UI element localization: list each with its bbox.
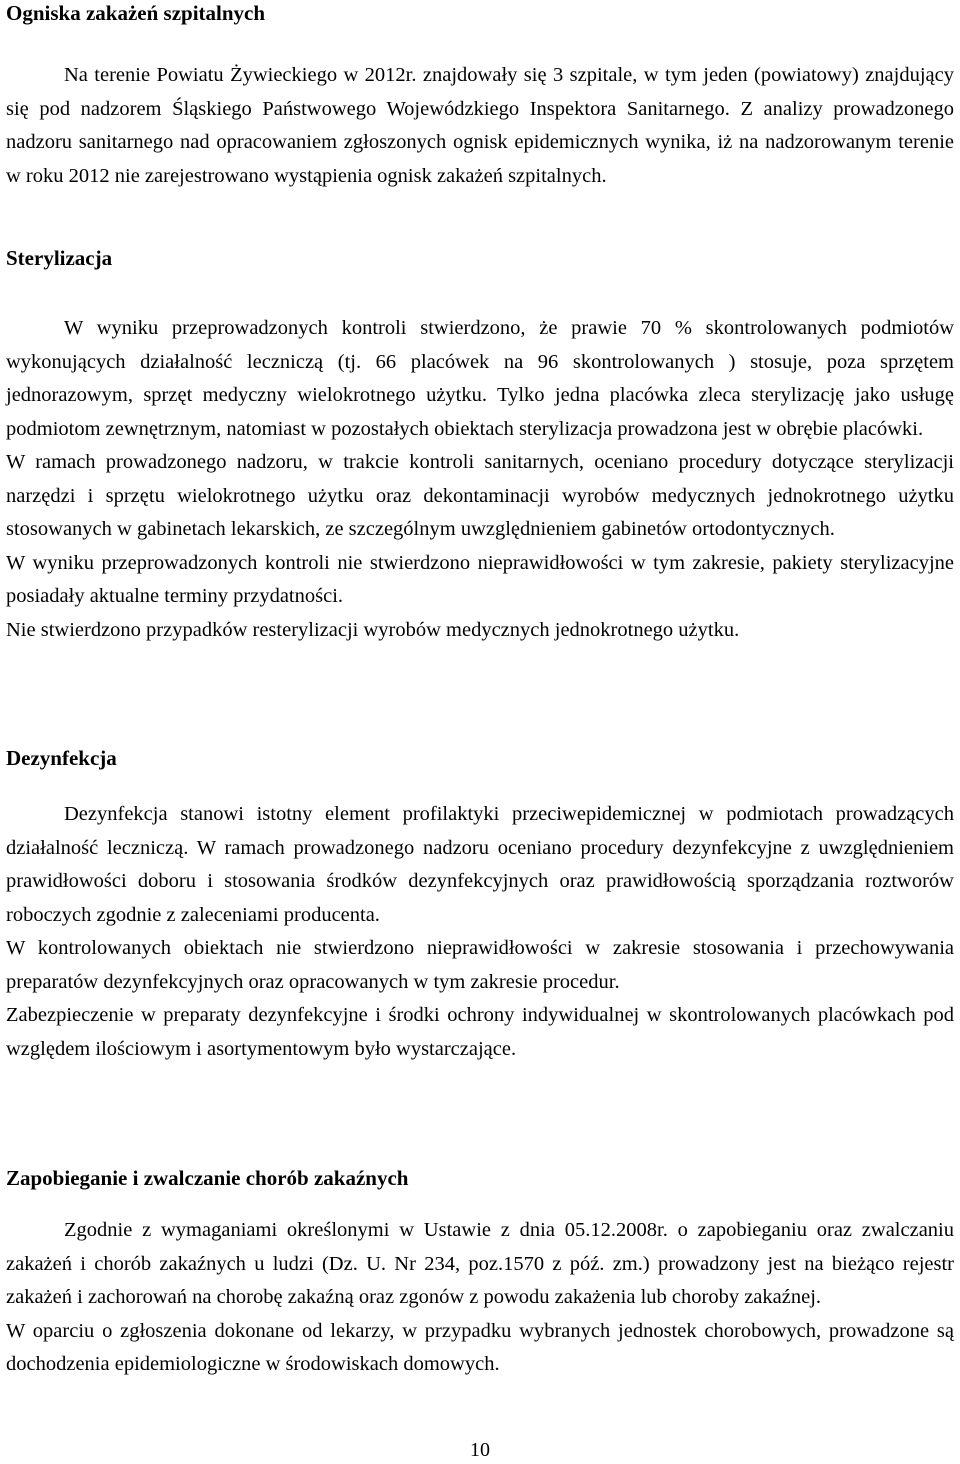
paragraph: W wyniku przeprowadzonych kontroli nie stwierdzono nieprawidłowości w tym zakresie, pakiety sterylizacyjne posiadały aktualne terminy przydatności. <box>6 551 954 607</box>
section-title-prevention: Zapobieganie i zwalczanie chorób zakaźnych <box>6 1166 409 1190</box>
section-title-sterilization: Sterylizacja <box>6 246 113 270</box>
paragraph: W ramach prowadzonego nadzoru, w trakcie kontroli sanitarnych, oceniano procedury dotyczące sterylizacji narzędzi i sprzętu wielokrotnego użytku oraz dekontaminacji wyrobów medycznych jednokrotnego użytku stosowanych w gabinetach lekarskich, ze szczególnym uwzględnieniem gabinetów ortodontycznych. <box>6 451 954 540</box>
paragraph: Nie stwierdzono przypadków resterylizacji wyrobów medycznych jednokrotnego użytku. <box>6 618 740 641</box>
prevention-body <box>6 1214 954 1382</box>
paragraph: W wyniku przeprowadzonych kontroli stwierdzono, że prawie 70 % skontrolowanych podmiotów wykonujących działalność leczniczą (tj. 66 placówek na 96 skontrolowanych ) stosuje, poza sprzętem jednorazowym, sprzęt medyczny wielokrotnego użytku. Tylko jedna placówka zleca sterylizację jako usługę podmiotom zewnętrznym, natomiast w pozostałych obiektach sterylizacja prowadzona jest w obrębie placówki. <box>6 317 954 440</box>
paragraph: W kontrolowanych obiektach nie stwierdzono nieprawidłowości w zakresie stosowania i przechowywania preparatów dezynfekcyjnych oraz opracowanych w tym zakresie procedur. <box>6 937 954 993</box>
section-title-hospital-infections: Ogniska zakażeń szpitalnych <box>6 1 266 25</box>
sterilization-body <box>6 312 954 647</box>
paragraph: Zabezpieczenie w preparaty dezynfekcyjne i środki ochrony indywidualnej w skontrolowanych placówkach pod względem ilościowym i asortymentowym było wystarczające. <box>6 1004 954 1060</box>
disinfection-body <box>6 798 954 1066</box>
paragraph: Zgodnie z wymaganiami określonymi w Ustawie z dnia 05.12.2008r. o zapobieganiu oraz zwalczaniu zakażeń i chorób zakaźnych u ludzi (Dz. U. Nr 234, poz.1570 z póź. zm.) prowadzony jest na bieżąco rejestr zakażeń i zachorowań na chorobę zakaźną oraz zgonów z powodu zakażenia lub choroby zakaźnej. <box>6 1219 954 1308</box>
paragraph: W oparciu o zgłoszenia dokonane od lekarzy, w przypadku wybranych jednostek chorobowych, prowadzone są dochodzenia epidemiologiczne w środowiskach domowych. <box>6 1319 954 1375</box>
section-title-disinfection: Dezynfekcja <box>6 746 117 770</box>
paragraph: Na terenie Powiatu Żywieckiego w 2012r. znajdowały się 3 szpitale, w tym jeden (powiatowy) znajdujący się pod nadzorem Śląskiego Państwowego Wojewódzkiego Inspektora Sanitarnego. Z analizy prowadzonego nadzoru sanitarnego nad opracowaniem zgłoszonych ognisk epidemicznych wynika, iż na nadzorowanym terenie w roku 2012 nie zarejestrowano wystąpienia ognisk zakażeń szpitalnych. <box>6 64 954 187</box>
page-number: 10 <box>470 1439 490 1461</box>
paragraph: Dezynfekcja stanowi istotny element profilaktyki przeciwepidemicznej w podmiotach prowadzących działalność leczniczą. W ramach prowadzonego nadzoru oceniano procedury dezynfekcyjne z uwzględnieniem prawidłowości doboru i stosowania środków dezynfekcyjnych oraz prawidłowością sporządzania roztworów roboczych zgodnie z zaleceniami producenta. <box>6 803 954 926</box>
